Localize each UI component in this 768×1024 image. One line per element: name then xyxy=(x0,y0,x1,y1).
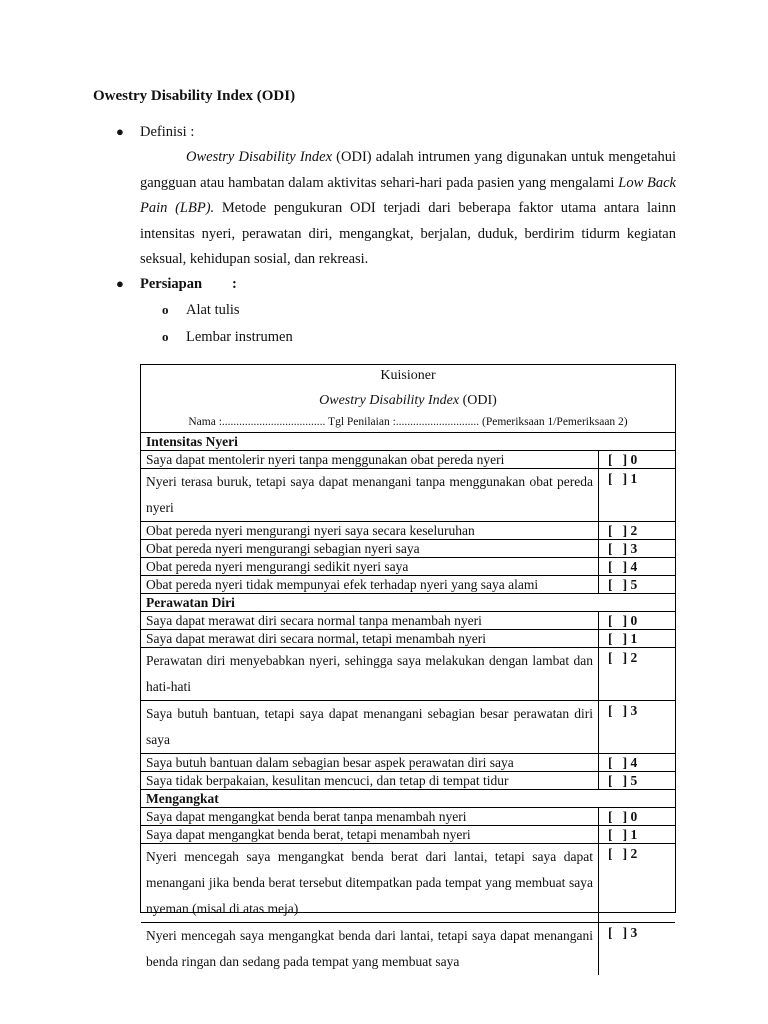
definition-bullet xyxy=(116,124,195,141)
question-text: Nyeri mencegah saya mengangkat benda berat dari lantai, tetapi saya dapat menangani jika benda berat tersebut ditempatkan pada tempat yang membuat saya nyeman (misal di atas meja) xyxy=(141,844,599,923)
question-text: Saya butuh bantuan, tetapi saya dapat menangani sebagian besar perawatan diri saya xyxy=(141,701,599,754)
question-text: Perawatan diri menyebabkan nyeri, sehingga saya melakukan dengan lambat dan hati-hati xyxy=(141,648,599,701)
questionnaire-meta: Nama :.................................... Tgl Penilaian :............................. (Pemeriksaan 1/Pemeriksaan 2) xyxy=(188,416,628,428)
section-header-row xyxy=(141,790,675,808)
preparation-colon: : xyxy=(232,276,237,292)
score-checkbox[interactable]: [ ] 5 xyxy=(599,772,676,790)
score-checkbox[interactable]: [ ] 3 xyxy=(599,701,676,754)
questionnaire-title-rest: (ODI) xyxy=(459,393,497,408)
score-checkbox[interactable]: [ ] 4 xyxy=(599,558,676,576)
question-row xyxy=(141,522,675,540)
question-text: Saya butuh bantuan dalam sebagian besar aspek perawatan diri saya xyxy=(141,754,599,772)
question-text: Saya dapat merawat diri secara normal, tetapi menambah nyeri xyxy=(141,630,599,648)
score-checkbox[interactable]: [ ] 2 xyxy=(599,522,676,540)
question-row xyxy=(141,558,675,576)
question-row xyxy=(141,648,675,701)
score-checkbox[interactable]: [ ] 3 xyxy=(599,923,676,976)
question-row xyxy=(141,576,675,594)
score-checkbox[interactable]: [ ] 5 xyxy=(599,576,676,594)
question-row xyxy=(141,451,675,469)
preparation-item xyxy=(162,302,240,319)
preparation-item-label: Alat tulis xyxy=(186,302,240,318)
score-checkbox[interactable]: [ ] 4 xyxy=(599,754,676,772)
definition-term: Owestry Disability Index xyxy=(186,149,333,165)
score-checkbox[interactable]: [ ] 0 xyxy=(599,612,676,630)
section-title: Mengangkat xyxy=(141,790,675,808)
score-checkbox[interactable]: [ ] 0 xyxy=(599,451,676,469)
section-header-row xyxy=(141,594,675,612)
question-row xyxy=(141,612,675,630)
definition-lbp: Low Back Pain (LBP). xyxy=(140,174,676,216)
question-text: Saya dapat mengangkat benda berat, tetapi menambah nyeri xyxy=(141,826,599,844)
question-text: Nyeri terasa buruk, tetapi saya dapat menangani tanpa menggunakan obat pereda nyeri xyxy=(141,469,599,522)
score-checkbox[interactable]: [ ] 3 xyxy=(599,540,676,558)
question-text: Saya dapat merawat diri secara normal tanpa menambah nyeri xyxy=(141,612,599,630)
question-row xyxy=(141,923,675,976)
bullet-icon: ● xyxy=(116,124,124,139)
document-title: Owestry Disability Index (ODI) xyxy=(93,88,296,104)
preparation-item-label: Lembar instrumen xyxy=(186,329,293,345)
definition-text-b: Metode pengukuran ODI terjadi dari beberapa faktor utama antara lainn intensitas nyeri, perawatan diri, mengangkat, berjalan, duduk, berdirim tidurm kegiatan seksual, kehidupan sosial, dan rekreasi. xyxy=(140,200,677,267)
preparation-item xyxy=(162,329,293,346)
questionnaire-title-italic: Owestry Disability Index xyxy=(319,393,460,408)
section-title: Perawatan Diri xyxy=(141,594,675,612)
score-checkbox[interactable]: [ ] 2 xyxy=(599,648,676,701)
question-row xyxy=(141,630,675,648)
question-row xyxy=(141,808,675,826)
question-row xyxy=(141,701,675,754)
section-title: Intensitas Nyeri xyxy=(141,433,675,451)
score-checkbox[interactable]: [ ] 2 xyxy=(599,844,676,923)
question-text: Obat pereda nyeri mengurangi sebagian nyeri saya xyxy=(141,540,599,558)
question-row xyxy=(141,469,675,522)
sub-bullet-icon: o xyxy=(162,302,169,317)
question-row xyxy=(141,754,675,772)
question-text: Obat pereda nyeri tidak mempunyai efek terhadap nyeri yang saya alami xyxy=(141,576,599,594)
definition-paragraph xyxy=(140,145,676,273)
question-text: Obat pereda nyeri mengurangi nyeri saya secara keseluruhan xyxy=(141,522,599,540)
question-text: Saya tidak berpakaian, kesulitan mencuci, dan tetap di tempat tidur xyxy=(141,772,599,790)
question-row xyxy=(141,772,675,790)
question-row xyxy=(141,826,675,844)
preparation-bullet xyxy=(116,276,237,293)
question-text: Saya dapat mentolerir nyeri tanpa menggunakan obat pereda nyeri xyxy=(141,451,599,469)
questionnaire-table xyxy=(141,432,675,975)
section-header-row xyxy=(141,433,675,451)
definition-text-a: (ODI) adalah intrumen yang digunakan untuk mengetahui gangguan atau hambatan dalam aktivitas sehari-hari pada pasien yang mengalami xyxy=(140,149,676,191)
bullet-icon: ● xyxy=(116,276,124,291)
question-text: Nyeri mencegah saya mengangkat benda dari lantai, tetapi saya dapat menangani benda ringan dan sedang pada tempat yang membuat saya xyxy=(141,923,599,976)
question-text: Saya dapat mengangkat benda berat tanpa menambah nyeri xyxy=(141,808,599,826)
preparation-label: Persiapan xyxy=(140,276,203,292)
question-text: Obat pereda nyeri mengurangi sedikit nyeri saya xyxy=(141,558,599,576)
question-row xyxy=(141,844,675,923)
sub-bullet-icon: o xyxy=(162,329,169,344)
score-checkbox[interactable]: [ ] 0 xyxy=(599,808,676,826)
score-checkbox[interactable]: [ ] 1 xyxy=(599,469,676,522)
question-row xyxy=(141,540,675,558)
questionnaire-heading: Kuisioner xyxy=(380,368,436,383)
score-checkbox[interactable]: [ ] 1 xyxy=(599,826,676,844)
definition-label: Definisi : xyxy=(140,124,195,140)
questionnaire-title xyxy=(141,388,675,412)
questionnaire-box xyxy=(140,364,676,969)
score-checkbox[interactable]: [ ] 1 xyxy=(599,630,676,648)
questionnaire-header xyxy=(141,365,675,432)
